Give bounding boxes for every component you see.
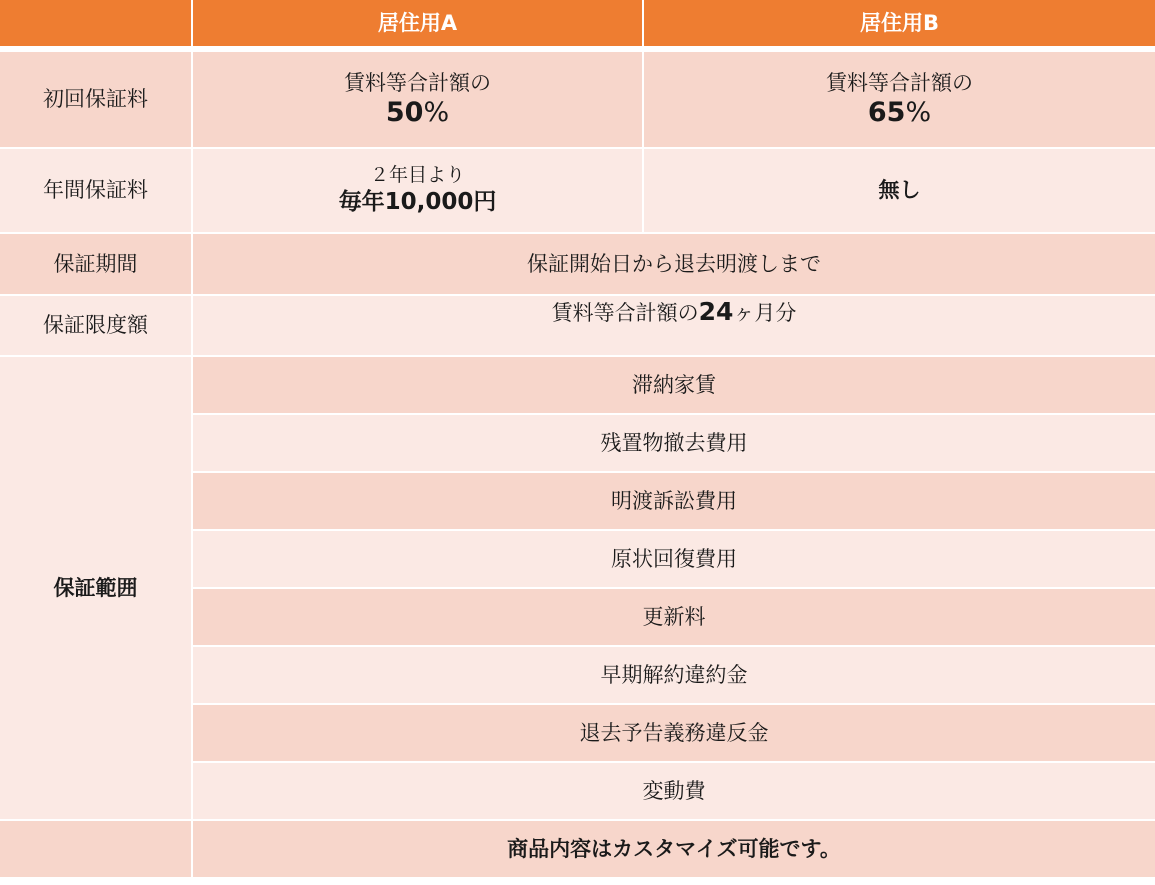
annual-fee-label: 年間保証料	[0, 149, 193, 234]
scope-label: 保証範囲	[0, 357, 193, 821]
initial-fee-a-unit: %	[423, 96, 450, 128]
scope-item: 退去予告義務違反金	[193, 705, 1155, 763]
scope-item: 滞納家賃	[193, 357, 1155, 415]
scope-item: 更新料	[193, 589, 1155, 647]
annual-fee-a-caption: ２年目より	[369, 164, 465, 187]
initial-fee-plan-a	[193, 52, 644, 149]
limit-value	[193, 296, 1155, 357]
scope-item: 早期解約違約金	[193, 647, 1155, 705]
scope-item: 残置物撤去費用	[193, 415, 1155, 473]
header-plan-b: 居住用B	[644, 0, 1155, 52]
initial-fee-b-value: 65	[867, 96, 906, 128]
header-blank-cell	[0, 0, 193, 52]
initial-fee-a-rate	[386, 96, 449, 130]
footer-label	[0, 821, 193, 877]
scope-item: 明渡訴訟費用	[193, 473, 1155, 531]
header-plan-a: 居住用A	[193, 0, 644, 52]
limit-prefix: 賃料等合計額の	[551, 301, 699, 325]
customizable-note: 商品内容はカスタマイズ可能です。	[193, 821, 1155, 877]
limit-suffix: ヶ月分	[733, 301, 797, 325]
initial-fee-plan-b	[644, 52, 1155, 149]
initial-fee-a-value: 50	[385, 96, 424, 128]
scope-item: 変動費	[193, 763, 1155, 821]
period-label: 保証期間	[0, 234, 193, 296]
initial-fee-a-caption: 賃料等合計額の	[344, 70, 491, 95]
annual-fee-plan-a	[193, 149, 644, 234]
initial-fee-b-caption: 賃料等合計額の	[826, 70, 973, 95]
limit-number: 24	[698, 297, 734, 326]
annual-fee-plan-b: 無し	[644, 149, 1155, 234]
period-value: 保証開始日から退去明渡しまで	[193, 234, 1155, 296]
initial-fee-b-unit: %	[905, 96, 932, 128]
annual-fee-a-value: 毎年10,000円	[338, 189, 497, 215]
initial-fee-label: 初回保証料	[0, 52, 193, 149]
scope-item: 原状回復費用	[193, 531, 1155, 589]
limit-label: 保証限度額	[0, 296, 193, 357]
initial-fee-b-rate	[868, 96, 931, 130]
